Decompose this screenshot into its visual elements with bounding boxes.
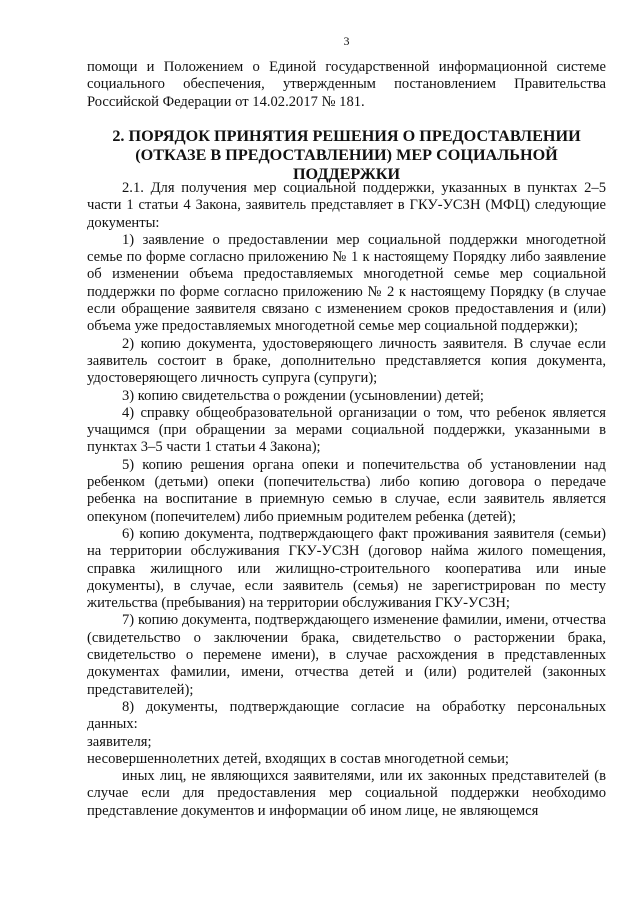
top-paragraph-block: [87, 59, 606, 111]
list-item-7: 7) копию документа, подтверждающего изменение фамилии, имени, отчества (свидетельство о заключении брака, свидетельство о расторжении брака, свидетельство о перемене имени), в случае расхождения в представленных документах фамилии, имени, отчества детей и (или) родителей (законных представителей);: [87, 612, 606, 698]
list-item-8: 8) документы, подтверждающие согласие на обработку персональных данных:: [87, 698, 606, 733]
list-item-6: 6) копию документа, подтверждающего факт проживания заявителя (семьи) на территории обслуживания ГКУ-УСЗН (договор найма жилого помещения, справка жилищного или жилищно-строительного кооператива или иные документы), в случае, если заявитель (семья) не зарегистрирован по месту жительства (пребывания) на территории обслуживания ГКУ-УСЗН;: [87, 525, 606, 612]
list-item-2: 2) копию документа, удостоверяющего личность заявителя. В случае если заявитель состоит в браке, дополнительно представляется копия документа, удостоверяющего личность супруга (супруги);: [87, 335, 606, 387]
section-body: [87, 180, 606, 820]
list-item-3: 3) копию свидетельства о рождении (усыновлении) детей;: [122, 387, 484, 404]
paragraph-2-1: 2.1. Для получения мер социальной поддержки, указанных в пунктах 2–5 части 1 статьи 4 Закона, заявитель представляет в ГКУ-УСЗН (МФЦ) следующие документы:: [87, 180, 606, 231]
list-item-4: 4) справку общеобразовательной организации о том, что ребенок является учащимся (при обращении за мерами социальной поддержки, указанными в пунктах 3–5 части 1 статьи 4 Закона);: [87, 404, 606, 456]
sub-item-other-persons: иных лиц, не являющихся заявителями, или их законных представителей (в случае если для предоставления мер социальной поддержки необходимо представление документов и информации об ином лице, не являющемся: [87, 768, 606, 819]
sub-item-applicant: заявителя;: [87, 733, 152, 750]
list-item-1: 1) заявление о предоставлении мер социальной поддержки многодетной семье по форме согласно приложению № 1 к настоящему Порядку либо заявление об изменении объема предоставляемых многодетной семье мер социальной поддержки по форме согласно приложению № 2 к настоящему Порядку (в случае если обращение заявителя связано с изменением сроков предоставления и (или) объема уже предоставляемых многодетной семье мер социальной поддержки);: [87, 231, 606, 335]
top-paragraph: помощи и Положением о Единой государственной информационной системе социального обеспечения, утвержденным постановлением Правительства Российской Федерации от 14.02.2017 № 181.: [87, 59, 606, 110]
list-item-5: 5) копию решения органа опеки и попечительства об установлении над ребенком (детьми) опеки (попечительства) либо копию договора о передаче ребенка на воспитание в приемную семью в случае, если заявитель является опекуном (попечителем) либо приемным родителем ребенка (детей);: [87, 456, 606, 525]
section-title: [87, 127, 606, 184]
page-number: 3: [343, 34, 350, 48]
sub-item-minors: несовершеннолетних детей, входящих в состав многодетной семьи;: [87, 750, 509, 767]
section-title-line-2: (ОТКАЗЕ В ПРЕДОСТАВЛЕНИИ) МЕР СОЦИАЛЬНОЙ ПОДДЕРЖКИ: [135, 146, 558, 183]
section-title-line-1: 2. ПОРЯДОК ПРИНЯТИЯ РЕШЕНИЯ О ПРЕДОСТАВЛЕНИИ: [112, 127, 581, 145]
